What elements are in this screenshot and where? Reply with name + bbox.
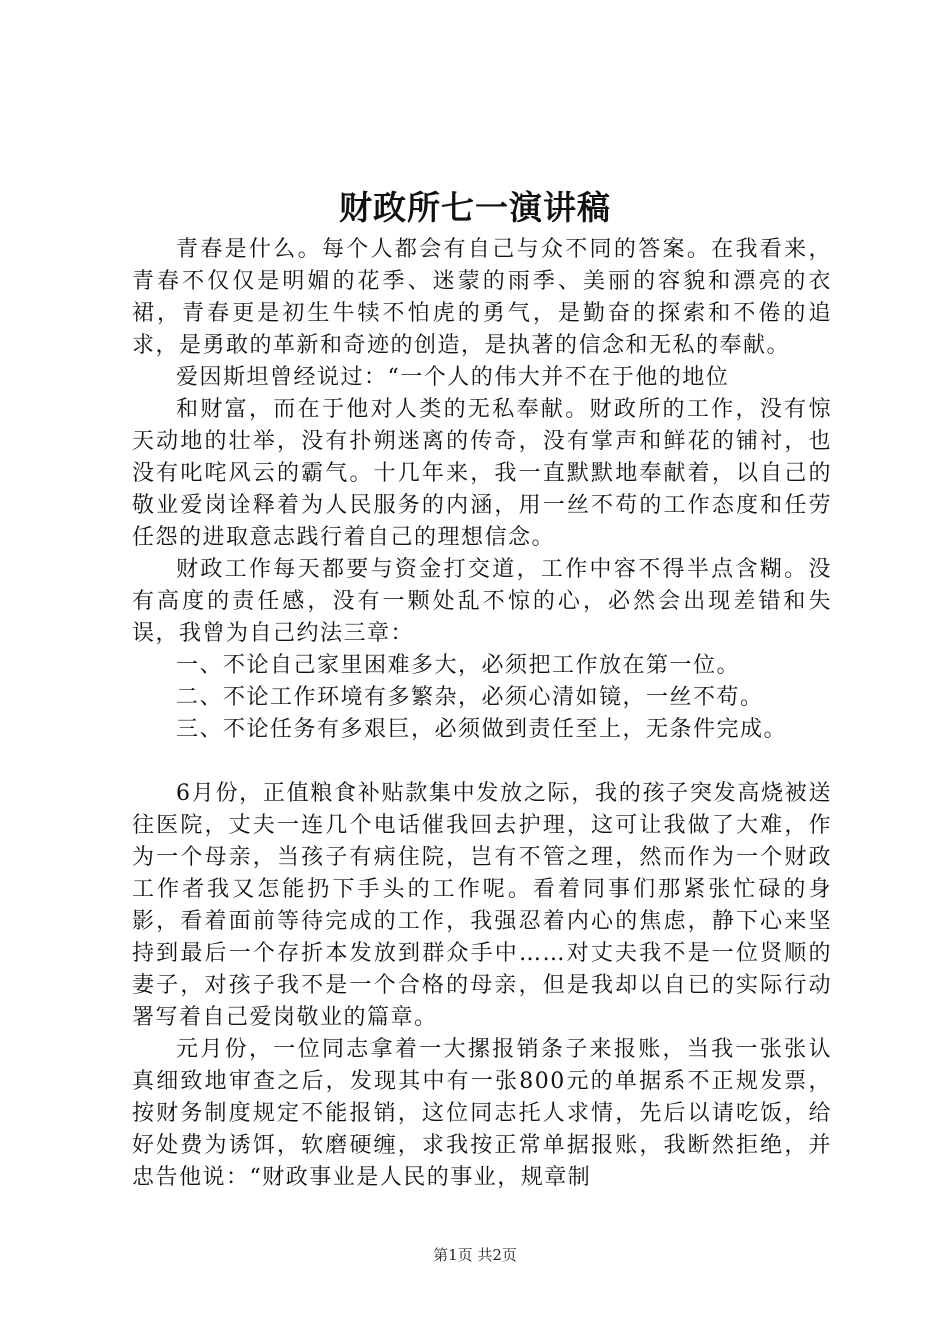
rule-item-3: 三、不论任务有多艰巨，必须做到责任至上，无条件完成。 — [176, 717, 788, 742]
paragraph-einstein-quote: 爱因斯坦曾经说过：“一个人的伟大并不在于他的地位 — [176, 365, 730, 390]
document-body — [132, 234, 832, 1194]
paragraph-work-description: 和财富，而在于他对人类的无私奉献。财政所的工作，没有惊天动地的壮举，没有扑朔迷离的传奇，没有掌声和鲜花的铺衬，也没有叱咤风云的霸气。十几年来，我一直默默地奉献着，以自己的敬业爱岗诠释着为人民服务的内涵，用一丝不苟的工作态度和任劳任怨的进取意志践行着自己的理想信念。 — [132, 397, 832, 550]
rule-item-1: 一、不论自己家里困难多大，必须把工作放在第一位。 — [176, 653, 741, 678]
rule-item-2: 二、不论工作环境有多繁杂，必须心清如镜，一丝不苟。 — [176, 685, 764, 710]
document-title: 财政所七一演讲稿 — [339, 188, 611, 227]
page-footer: 第1页 共2页 — [433, 1246, 517, 1264]
paragraph-january-story: 元月份，一位同志拿着一大摞报销条子来报账，当我一张张认真细致地审查之后，发现其中有一张800元的单据系不正规发票，按财务制度规定不能报销，这位同志托人求情，先后以请吃饭，给好处费为诱饵，软磨硬缠，求我按正常单据报账，我断然拒绝，并忠告他说：“财政事业是人民的事业，规章制 — [132, 1037, 832, 1190]
paragraph-responsibility: 财政工作每天都要与资金打交道，工作中容不得半点含糊。没有高度的责任感，没有一颗处乱不惊的心，必然会出现差错和失误，我曾为自己约法三章： — [132, 557, 832, 646]
paragraph-youth: 青春是什么。每个人都会有自己与众不同的答案。在我看来，青春不仅仅是明媚的花季、迷蒙的雨季、美丽的容貌和漂亮的衣裙，青春更是初生牛犊不怕虎的勇气，是勤奋的探索和不倦的追求，是勇敢的革新和奇迹的创造，是执著的信念和无私的奉献。 — [132, 237, 832, 358]
paragraph-june-story: 6月份，正值粮食补贴款集中发放之际，我的孩子突发高烧被送往医院，丈夫一连几个电话催我回去护理，这可让我做了大难，作为一个母亲，当孩子有病住院，岂有不管之理，然而作为一个财政工作者我又怎能扔下手头的工作呢。看着同事们那紧张忙碌的身影，看着面前等待完成的工作，我强忍着内心的焦虑，静下心来坚持到最后一个存折本发放到群众手中……对丈夫我不是一位贤顺的妻子，对孩子我不是一个合格的母亲，但是我却以自已的实际行动署写着自己爱岗敬业的篇章。 — [132, 781, 832, 1030]
